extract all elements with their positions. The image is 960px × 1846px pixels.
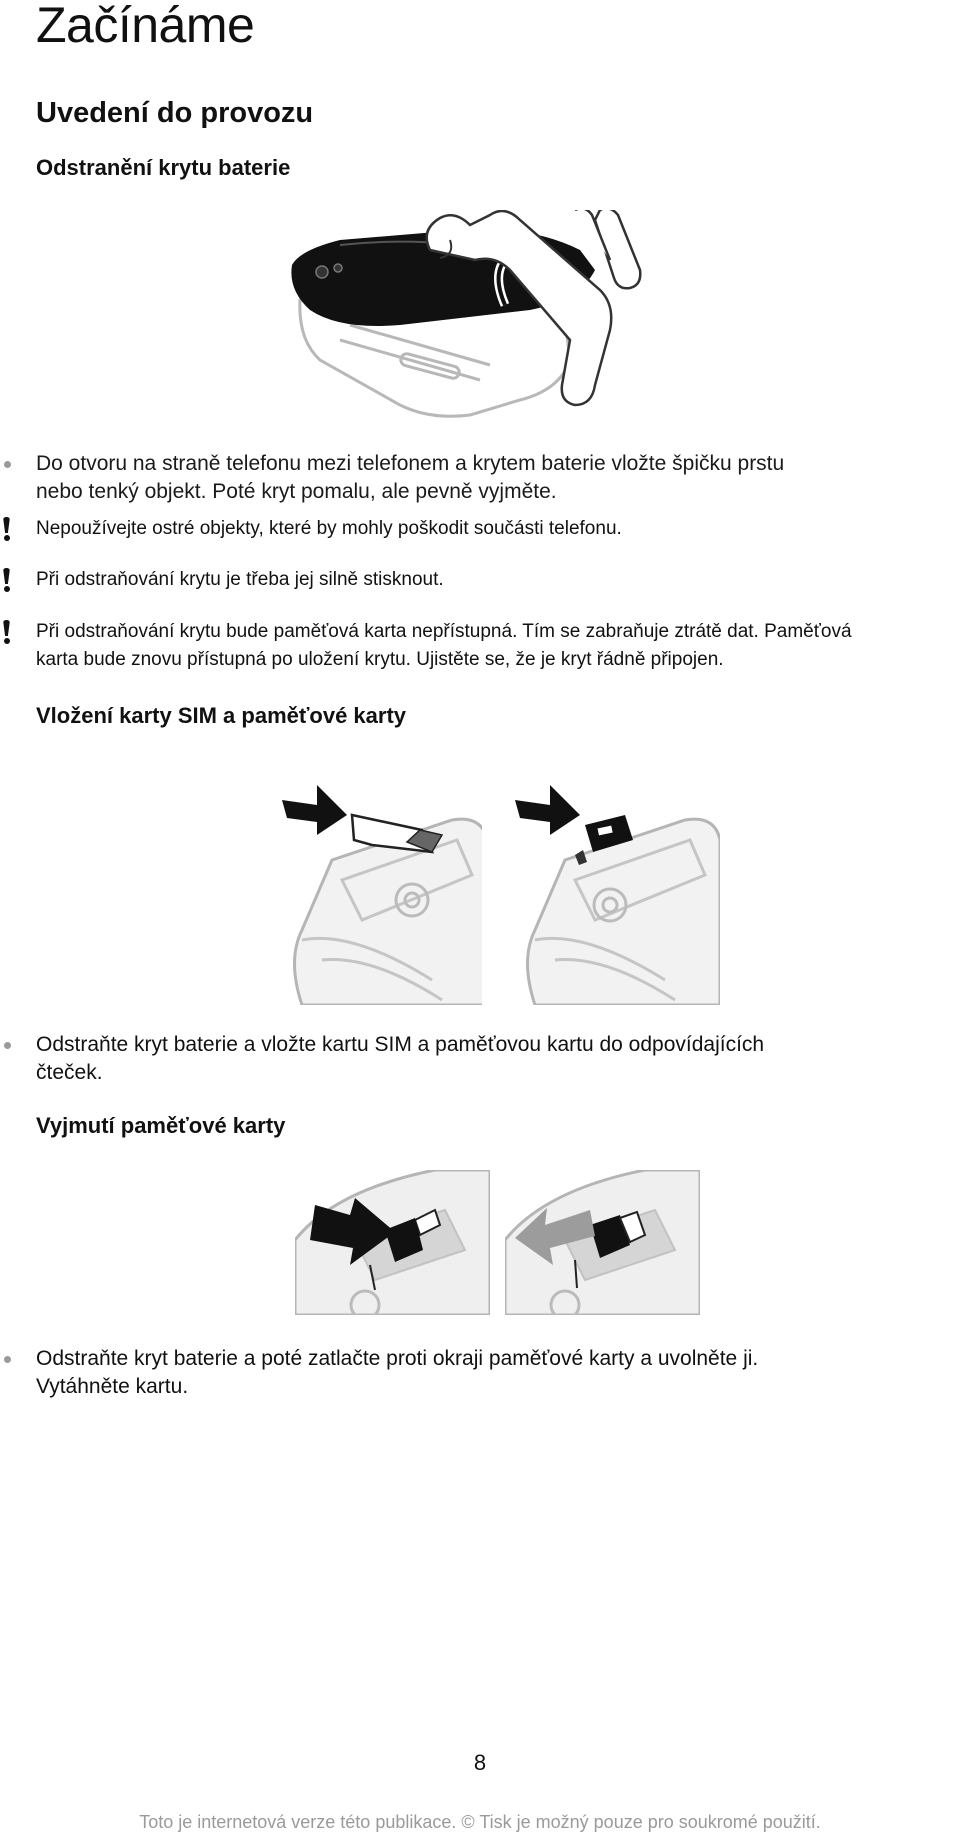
warning-text-2: karta bude znovu přístupná po uložení krytu. Ujistěte se, že je kryt řádně připojen. xyxy=(36,649,724,670)
instruction-text-2: čteček. xyxy=(36,1061,103,1084)
illustration-insert-sim-right xyxy=(515,780,720,1005)
page-number: 8 xyxy=(473,1750,487,1775)
instruction-text-2: nebo tenký objekt. Poté kryt pomalu, ale pevně vyjměte. xyxy=(36,480,557,503)
instruction-text-2: Vytáhněte kartu. xyxy=(36,1375,189,1398)
warning-text: Při odstraňování krytu je třeba jej silně stisknout. xyxy=(36,569,444,590)
instruction-text: Odstraňte kryt baterie a poté zatlačte proti okraji paměťové karty a uvolněte ji. xyxy=(36,1347,759,1370)
list-item xyxy=(36,450,960,506)
illustration-remove-cover xyxy=(280,210,720,425)
illustration-insert-sim-left xyxy=(282,780,482,1005)
warning-icon xyxy=(0,618,14,646)
bullet-icon xyxy=(4,1356,11,1363)
instruction-text: Do otvoru na straně telefonu mezi telefonem a krytem baterie vložte špičku prstu xyxy=(36,452,785,475)
warning-note xyxy=(36,566,960,594)
page-title: Začínáme xyxy=(36,0,255,53)
warning-note xyxy=(36,515,960,543)
subheading-remove-card: Vyjmutí paměťové karty xyxy=(36,1113,286,1138)
illustration-remove-card-left xyxy=(295,1170,490,1315)
list-item xyxy=(36,1031,960,1087)
subheading-remove-cover: Odstranění krytu baterie xyxy=(36,155,291,180)
illustration-remove-card-right xyxy=(505,1170,700,1315)
warning-text: Při odstraňování krytu bude paměťová karta nepřístupná. Tím se zabraňuje ztrátě dat. Paměťová xyxy=(36,621,852,642)
bullet-icon xyxy=(4,461,11,468)
warning-icon xyxy=(0,515,14,543)
list-item xyxy=(36,1345,960,1401)
warning-icon xyxy=(0,566,14,594)
warning-text: Nepoužívejte ostré objekty, které by mohly poškodit součásti telefonu. xyxy=(36,518,622,539)
section-heading: Uvedení do provozu xyxy=(36,97,314,129)
bullet-icon xyxy=(4,1042,11,1049)
footer-note: Toto je internetová verze této publikace. © Tisk je možný pouze pro soukromé použití. xyxy=(139,1812,821,1832)
instruction-text: Odstraňte kryt baterie a vložte kartu SIM a paměťovou kartu do odpovídajících xyxy=(36,1033,765,1056)
subheading-insert-sim: Vložení karty SIM a paměťové karty xyxy=(36,703,407,728)
warning-note xyxy=(36,618,960,674)
